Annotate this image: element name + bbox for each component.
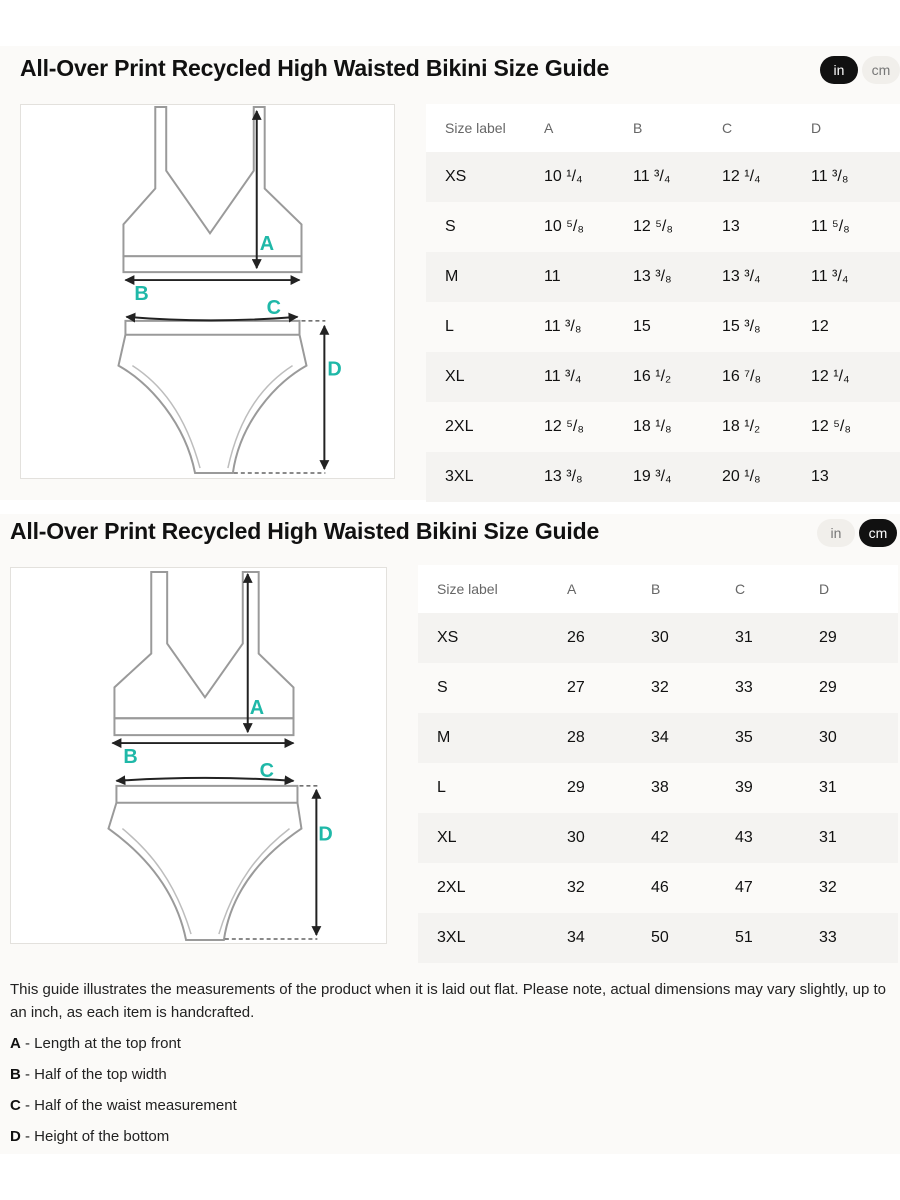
value-c-cell: 15 ³/₈ — [722, 302, 811, 352]
value-a-cell: 10 ⁵/₈ — [544, 202, 633, 252]
value-d-cell: 31 — [819, 763, 898, 813]
value-a-cell: 28 — [567, 713, 651, 763]
size-cell: 3XL — [418, 913, 567, 963]
value-c-cell: 12 ¹/₄ — [722, 152, 811, 202]
value-a-cell: 26 — [567, 613, 651, 663]
size-guide-title: All-Over Print Recycled High Waisted Bikini Size Guide — [20, 55, 610, 81]
header-c: C — [722, 120, 733, 136]
size-cell: M — [426, 252, 544, 302]
value-d-cell: 29 — [819, 663, 898, 713]
definition-text: - Half of the waist measurement — [20, 1097, 237, 1114]
unit-toggle — [817, 519, 897, 547]
bikini-bottom-waistband — [116, 786, 297, 803]
value-b-cell: 42 — [651, 813, 735, 863]
bikini-top-band — [114, 718, 293, 735]
value-b-cell: 34 — [651, 713, 735, 763]
value-c-cell: 33 — [735, 663, 819, 713]
header-c: C — [735, 581, 746, 597]
definition-text: - Height of the bottom — [20, 1128, 170, 1145]
unit-cm-button[interactable]: cm — [859, 519, 897, 547]
value-c-cell: 43 — [735, 813, 819, 863]
bikini-top-outline — [114, 572, 293, 718]
bikini-bottom-outline — [108, 803, 301, 940]
label-c: C — [266, 296, 282, 319]
value-d-cell: 11 ³/₄ — [811, 252, 900, 302]
definition-key: A — [10, 1035, 21, 1052]
value-d-cell: 32 — [819, 863, 898, 913]
label-c: C — [259, 759, 275, 782]
table-row — [426, 152, 900, 202]
unit-cm-button[interactable]: cm — [862, 56, 900, 84]
label-d: D — [327, 358, 342, 381]
table-row — [418, 613, 898, 663]
size-cell: 3XL — [426, 452, 544, 502]
table-header-row — [426, 104, 900, 152]
header-b: B — [651, 581, 661, 597]
value-a-cell: 11 ³/₈ — [544, 302, 633, 352]
value-b-cell: 19 ³/₄ — [633, 452, 722, 502]
header-d: D — [819, 581, 830, 597]
size-cell: S — [418, 663, 567, 713]
definition-key: D — [10, 1128, 21, 1145]
size-cell: L — [426, 302, 544, 352]
value-b-cell: 15 — [633, 302, 722, 352]
size-guide-inches — [0, 46, 900, 500]
value-a-cell: 12 ⁵/₈ — [544, 402, 633, 452]
bikini-top-band — [123, 256, 301, 272]
value-b-cell: 50 — [651, 913, 735, 963]
table-row — [418, 863, 898, 913]
table-row — [426, 202, 900, 252]
value-b-cell: 16 ¹/₂ — [633, 352, 722, 402]
value-b-cell: 12 ⁵/₈ — [633, 202, 722, 252]
table-row — [426, 402, 900, 452]
table-row — [418, 763, 898, 813]
header-a: A — [544, 120, 554, 136]
value-d-cell: 30 — [819, 713, 898, 763]
definition-b — [10, 1063, 895, 1086]
value-b-cell: 46 — [651, 863, 735, 913]
label-b: B — [123, 745, 138, 768]
bikini-bottom-waistband — [125, 321, 299, 335]
header-a: A — [567, 581, 577, 597]
definition-a — [10, 1032, 895, 1055]
value-c-cell: 39 — [735, 763, 819, 813]
value-a-cell: 29 — [567, 763, 651, 813]
unit-in-button[interactable]: in — [820, 56, 858, 84]
value-c-cell: 18 ¹/₂ — [722, 402, 811, 452]
value-b-cell: 13 ³/₈ — [633, 252, 722, 302]
value-c-cell: 20 ¹/₈ — [722, 452, 811, 502]
value-c-cell: 31 — [735, 613, 819, 663]
value-c-cell: 47 — [735, 863, 819, 913]
table-row — [426, 252, 900, 302]
header-b: B — [633, 120, 643, 136]
bikini-bottom-outline — [118, 335, 306, 473]
size-guide-centimeters — [0, 514, 900, 1154]
value-d-cell: 31 — [819, 813, 898, 863]
definition-key: B — [10, 1066, 21, 1083]
value-d-cell: 11 ³/₈ — [811, 152, 900, 202]
definition-key: C — [10, 1097, 21, 1114]
value-d-cell: 29 — [819, 613, 898, 663]
label-a: A — [259, 233, 275, 256]
unit-toggle — [820, 56, 900, 84]
value-a-cell: 27 — [567, 663, 651, 713]
table-row — [426, 452, 900, 502]
size-cell: XS — [426, 152, 544, 202]
value-d-cell: 12 ⁵/₈ — [811, 402, 900, 452]
value-b-cell: 32 — [651, 663, 735, 713]
definition-d — [10, 1125, 895, 1148]
bikini-measurement-diagram — [20, 104, 395, 479]
value-d-cell: 33 — [819, 913, 898, 963]
value-a-cell: 11 — [544, 252, 633, 302]
value-a-cell: 34 — [567, 913, 651, 963]
value-b-cell: 11 ³/₄ — [633, 152, 722, 202]
value-d-cell: 13 — [811, 452, 900, 502]
size-guide-title: All-Over Print Recycled High Waisted Bikini Size Guide — [10, 518, 600, 544]
value-a-cell: 11 ³/₄ — [544, 352, 633, 402]
table-row — [418, 913, 898, 963]
size-cell: XL — [426, 352, 544, 402]
value-c-cell: 51 — [735, 913, 819, 963]
table-row — [426, 352, 900, 402]
value-d-cell: 12 — [811, 302, 900, 352]
header-d: D — [811, 120, 822, 136]
label-a: A — [249, 697, 265, 720]
value-c-cell: 13 ³/₄ — [722, 252, 811, 302]
table-header-row — [418, 565, 898, 613]
table-row — [418, 713, 898, 763]
size-cell: 2XL — [418, 863, 567, 913]
value-b-cell: 18 ¹/₈ — [633, 402, 722, 452]
bikini-diagram-svg — [21, 105, 394, 478]
value-b-cell: 30 — [651, 613, 735, 663]
table-row — [426, 302, 900, 352]
bikini-measurement-diagram — [10, 567, 387, 944]
size-table-centimeters — [418, 565, 898, 963]
value-c-cell: 16 ⁷/₈ — [722, 352, 811, 402]
measurement-notes — [10, 978, 895, 1156]
value-a-cell: 30 — [567, 813, 651, 863]
definition-text: - Length at the top front — [20, 1035, 181, 1052]
header-size-label: Size label — [445, 120, 506, 136]
size-table-inches — [426, 104, 900, 502]
unit-in-button[interactable]: in — [817, 519, 855, 547]
size-cell: M — [418, 713, 567, 763]
table-row — [418, 813, 898, 863]
size-cell: L — [418, 763, 567, 813]
table-row — [418, 663, 898, 713]
value-a-cell: 32 — [567, 863, 651, 913]
definition-text: - Half of the top width — [20, 1066, 167, 1083]
value-c-cell: 13 — [722, 202, 811, 252]
size-cell: 2XL — [426, 402, 544, 452]
value-d-cell: 11 ⁵/₈ — [811, 202, 900, 252]
bikini-diagram-svg — [11, 568, 386, 943]
value-a-cell: 10 ¹/₄ — [544, 152, 633, 202]
value-b-cell: 38 — [651, 763, 735, 813]
value-c-cell: 35 — [735, 713, 819, 763]
value-d-cell: 12 ¹/₄ — [811, 352, 900, 402]
label-d: D — [318, 823, 333, 846]
value-a-cell: 13 ³/₈ — [544, 452, 633, 502]
notes-intro: This guide illustrates the measurements of the product when it is laid out flat. Please note, actual dimensions may vary slightly, up to an inch, as each item is handcrafted. — [10, 981, 886, 1021]
definition-c — [10, 1094, 895, 1117]
size-cell: XL — [418, 813, 567, 863]
size-cell: S — [426, 202, 544, 252]
label-b: B — [134, 282, 149, 305]
bikini-top-outline — [123, 107, 301, 256]
header-size-label: Size label — [437, 581, 498, 597]
size-cell: XS — [418, 613, 567, 663]
